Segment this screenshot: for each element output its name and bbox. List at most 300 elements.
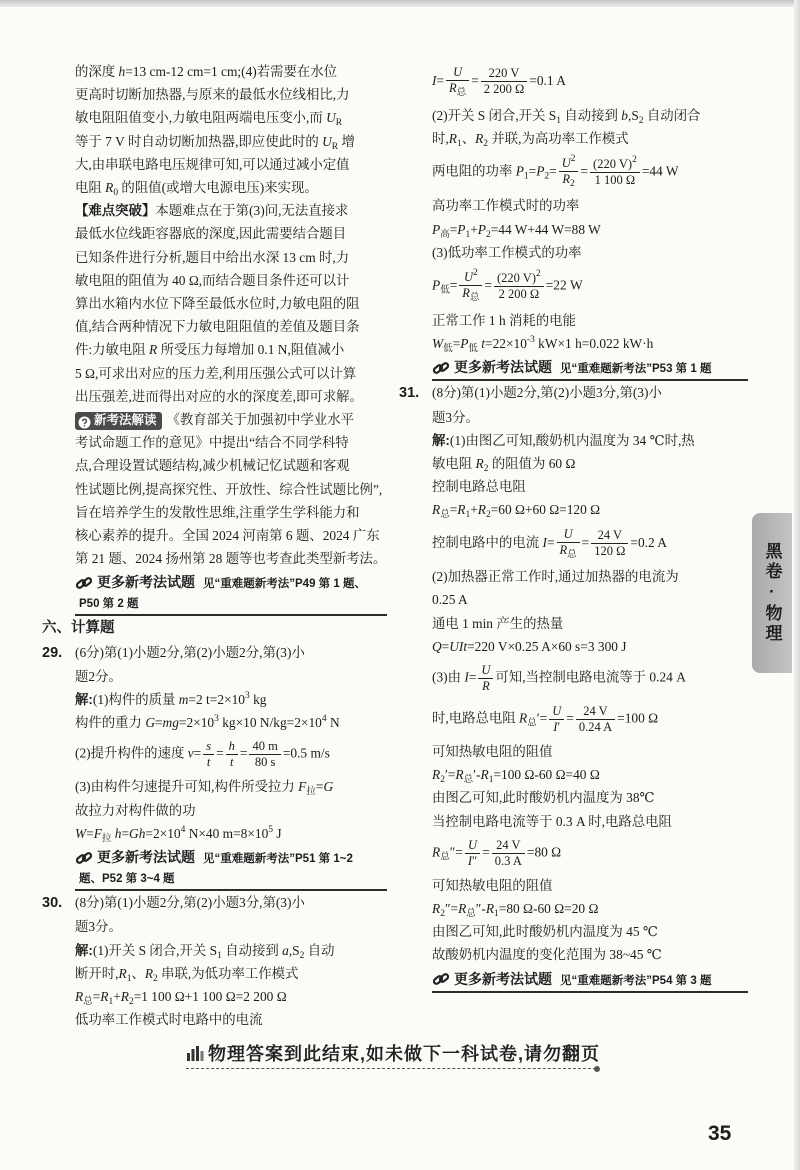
end-notice-text: 物理答案到此结束,如未做下一科试卷,请勿翻页 (208, 1044, 600, 1064)
more-reference: 见“重难题新考法”P49 第 1 题、 (203, 578, 366, 591)
text-run: J (273, 825, 282, 841)
fraction (590, 156, 640, 188)
fraction-denominator (459, 286, 482, 304)
fraction (203, 739, 214, 770)
text-run: = (580, 163, 589, 179)
text-run: 性试题比例,提高探究性、开放性、综合性试题比例”, (75, 481, 383, 497)
text-run: (3)由构件匀速提升可知,构件所受拉力 (75, 779, 299, 795)
text-run: ′= (444, 767, 456, 783)
fraction-denominator (494, 287, 544, 302)
variable: R (455, 767, 464, 783)
text-run: 0.25 A (432, 592, 468, 608)
variable: UIt (449, 638, 468, 654)
fraction (494, 270, 544, 302)
more-reference: 见“重难题新考法”P54 第 3 题 (560, 974, 712, 987)
fraction-denominator (203, 755, 214, 770)
text-run: ,S (627, 107, 639, 123)
subscript: 2 (299, 950, 305, 961)
subscript: 2 (544, 171, 550, 182)
subscript: 拉 (306, 787, 316, 798)
text-run: = (566, 710, 574, 726)
subscript: 2 (485, 229, 491, 240)
text-run: 第 21 题、2024 扬州第 28 题等也考查此类型新考法。 (75, 551, 387, 567)
more-title: 更多新考法试题 (97, 574, 195, 591)
text-run: 24 V (496, 837, 521, 852)
text-line (75, 292, 387, 315)
variable: R (482, 678, 490, 693)
text-line (75, 454, 387, 477)
subscript: 2 (128, 996, 134, 1007)
variable: G (145, 715, 155, 731)
text-run: = (449, 502, 458, 518)
fraction-numerator (465, 838, 480, 854)
text-run: 通电 1 min 产生的热量 (432, 615, 564, 631)
text-line (432, 635, 748, 658)
text-line (42, 641, 387, 665)
text-line (75, 199, 387, 222)
variable: I (467, 853, 473, 868)
variable: h (111, 825, 122, 841)
variable: P (515, 163, 524, 179)
text-run: = (449, 221, 458, 237)
text-run: = (449, 277, 458, 293)
fraction (465, 838, 480, 869)
text-run: 已知条件进行分析,题目中给出水深 13 cm 时,力 (75, 249, 350, 265)
variable: R (475, 130, 484, 146)
link-icon (432, 360, 450, 376)
text-run: (2)加热器正常工作时,通过加热器的电流为 (432, 569, 679, 585)
text-run: =100 Ω-60 Ω=40 Ω (493, 767, 600, 783)
text-run: (220 V) (593, 157, 633, 172)
text-run: 时, (432, 130, 449, 146)
text-run: 更高时切断加热器,与原来的最低水位线相比,力 (75, 87, 350, 103)
subscript: 1 (556, 115, 561, 126)
variable: U (322, 133, 332, 149)
subscript: R (335, 118, 343, 129)
text-line (432, 740, 748, 763)
more-row (432, 970, 748, 990)
variable: F (93, 825, 102, 841)
text-line (432, 429, 748, 452)
text-run: = (86, 825, 94, 841)
text-line (42, 891, 387, 915)
variable: P (477, 221, 486, 237)
fraction-denominator (465, 854, 480, 869)
fraction-numerator (557, 527, 580, 543)
subscript: 2 (638, 115, 644, 126)
fraction-numerator (446, 65, 469, 81)
variable: U (326, 110, 336, 126)
variable: U (561, 155, 571, 170)
text-run: ″ (472, 853, 478, 868)
variable: h (228, 739, 235, 754)
right-column (399, 60, 748, 993)
text-run: ′ (557, 719, 561, 734)
page-edge-top (0, 0, 800, 7)
text-run: (8分)第(1)小题2分,第(2)小题3分,第(3)小 (432, 385, 662, 401)
variable: R (432, 900, 441, 916)
text-run: =100 Ω (617, 710, 659, 726)
fraction-numerator (576, 704, 615, 720)
variable: t (477, 335, 486, 351)
variable: W (75, 825, 87, 841)
text-run: 的阻值(或增大电源电压)来实现。 (118, 180, 318, 196)
text-line (432, 498, 748, 521)
text-run: =2×10 (178, 715, 215, 731)
text-run: 由图乙可知,此时酸奶机内温度为 38℃ (432, 790, 655, 806)
text-line (75, 60, 387, 83)
text-run: =80 Ω (526, 844, 562, 860)
fraction-denominator (492, 854, 525, 869)
link-icon (75, 575, 93, 591)
more-row (75, 848, 387, 868)
text-run: = (581, 534, 590, 550)
text-run: 考试命题工作的意见》中提出“结合不同学科特 (75, 435, 349, 451)
text-run: =2 t=2×10 (188, 692, 245, 708)
text-run: 并联,为高功率工作模式 (488, 130, 629, 146)
subscript: 1 (108, 996, 114, 1007)
text-line (432, 588, 748, 611)
text-run: = (92, 988, 101, 1004)
text-run: (3)由 (432, 669, 465, 685)
text-line (75, 315, 387, 338)
variable: R (519, 710, 528, 726)
text-run: = (468, 669, 477, 685)
superscript: 2 (536, 269, 541, 280)
text-line (75, 711, 387, 734)
variable: R (105, 180, 114, 196)
page-edge-right (794, 0, 800, 1170)
text-line (75, 222, 387, 245)
text-line (75, 176, 387, 199)
text-line (75, 688, 387, 711)
text-run: = (549, 163, 557, 179)
text-line (432, 920, 748, 943)
text-line (75, 83, 387, 106)
superscript: 3 (214, 714, 219, 725)
text-line (75, 269, 387, 292)
text-run: + (113, 988, 121, 1004)
text-run: (1)由图乙可知,酸奶机内温度为 34 ℃时,热 (449, 432, 695, 448)
text-run: 80 s (254, 755, 276, 770)
variable: R (100, 988, 109, 1004)
variable: U (453, 65, 463, 79)
variable: G (323, 779, 334, 795)
variable: R (149, 342, 158, 358)
variable: a (282, 942, 289, 958)
text-run: 核心素养的提升。全国 2024 河南第 6 题、2024 广东 (75, 528, 380, 544)
text-line (75, 665, 387, 688)
text-line (432, 309, 748, 332)
text-run: =13 cm-12 cm=1 cm;(4)若需要在水位 (125, 64, 338, 79)
subscript: 1 (488, 775, 494, 786)
text-run: 等于 7 V 时自动切断加热器,即应使此时的 (75, 133, 323, 149)
text-run: 正常工作 1 h 消耗的电能 (432, 312, 576, 328)
text-line (75, 130, 387, 153)
more-row (75, 593, 387, 613)
text-run: (3)低功率工作模式的功率 (432, 244, 582, 260)
text-run: 40 m (252, 739, 278, 754)
text-line (432, 699, 748, 740)
text-run: = (216, 746, 224, 762)
fraction-numerator (203, 739, 214, 755)
text-line (432, 522, 748, 566)
fraction (557, 527, 580, 561)
fraction-numerator (591, 528, 628, 544)
text-run: 增 (338, 133, 355, 149)
more-row (75, 868, 387, 888)
text-line (75, 408, 387, 431)
text-run: 串联,为低功率工作模式 (157, 965, 299, 981)
text-run: 24 V (583, 703, 608, 718)
text-run: 120 Ω (594, 543, 626, 558)
text-run: =44 W (641, 163, 679, 179)
fraction (576, 704, 615, 735)
text-run: =22×10 (485, 335, 527, 351)
text-line (75, 153, 387, 176)
text-run: 可知热敏电阻的阻值 (432, 743, 553, 759)
text-line (432, 658, 748, 699)
variable: I (553, 719, 558, 734)
variable: P (457, 221, 466, 237)
subject-tab (752, 513, 792, 673)
text-run: 值,结合两种情况下力敏电阻阻值的差值及题目条 (75, 319, 360, 335)
text-line (399, 381, 748, 405)
variable: P (432, 277, 441, 293)
text-run: ″- (475, 900, 486, 916)
text-run: = (315, 779, 324, 795)
variable: s (206, 739, 212, 754)
text-run: (1)开关 S 闭合,开关 S (92, 942, 218, 958)
text-line (75, 524, 387, 547)
subscript: 低 (440, 285, 450, 296)
text-run: 2 200 Ω (483, 82, 525, 97)
text-line (432, 874, 748, 897)
question-number: 六、计算题 (42, 620, 115, 637)
subscript: 1 (523, 171, 529, 182)
fraction-numerator (590, 156, 640, 173)
variable: R (462, 286, 470, 301)
fraction-numerator (481, 66, 528, 82)
variable: R (432, 502, 441, 518)
fraction-denominator (576, 720, 615, 735)
fraction-denominator (226, 755, 238, 770)
text-run: 大,由串联电路电压规律可知,可以通过减小定值 (75, 156, 350, 172)
question-number: 30. (42, 895, 63, 912)
text-run: (1)构件的质量 (92, 692, 179, 708)
fraction (446, 65, 469, 99)
text-line (75, 915, 387, 938)
text-run: 敏电阻 (432, 456, 476, 472)
text-line (432, 150, 748, 195)
text-run: 5 Ω,可求出对应的压力差,利用压强公式可以计算 (75, 365, 357, 381)
variable: R (75, 988, 84, 1004)
text-line (42, 616, 387, 640)
text-run: (2)提升构件的速度 (75, 746, 188, 762)
text-line (75, 939, 387, 962)
text-run: 断开时, (75, 965, 119, 981)
text-line (75, 385, 387, 408)
text-run: (2)开关 S 闭合,开关 S (432, 107, 557, 123)
fraction-numerator (226, 739, 238, 755)
fraction (249, 739, 280, 770)
text-line (432, 332, 748, 355)
text-run: = (193, 746, 202, 762)
fraction-denominator (590, 173, 640, 188)
text-line (75, 822, 387, 845)
fraction-denominator (249, 755, 280, 770)
text-run: 自动接到 (221, 942, 283, 958)
text-line (75, 985, 387, 1008)
text-run: 220 V (488, 66, 520, 81)
text-line (432, 264, 748, 309)
text-line (75, 775, 387, 798)
left-column (42, 60, 387, 1031)
variable: t (206, 755, 211, 770)
variable: W (432, 335, 444, 351)
subscript: 总 (469, 293, 480, 304)
text-run: 控制电路总电阻 (432, 479, 526, 495)
text-line (75, 962, 387, 985)
text-line (75, 799, 387, 822)
variable: R (458, 900, 467, 916)
variable: b (621, 107, 628, 123)
text-run: =22 W (545, 277, 583, 293)
text-run: 所受压力每增加 0.1 N,阻值减小 (157, 342, 345, 358)
text-run: 故酸奶机内温度的变化范围为 38~45 ℃ (432, 947, 662, 963)
text-run: ,S (288, 942, 300, 958)
text-run: 敏电阻阻值变小,力敏电阻两端电压变小,而 (75, 110, 327, 126)
variable: P (536, 163, 545, 179)
fraction-numerator (249, 739, 280, 755)
fraction-numerator (549, 704, 564, 720)
text-run: 自动接到 (561, 107, 622, 123)
text-run: 题3分。 (75, 919, 122, 935)
text-line (75, 1008, 387, 1031)
fraction (549, 704, 564, 735)
variable: h (118, 64, 126, 79)
text-line (75, 246, 387, 269)
subscript: 总 (527, 718, 537, 729)
text-line (432, 104, 748, 127)
subscript: 拉 (101, 833, 112, 844)
superscript: 4 (180, 824, 186, 835)
text-line (75, 106, 387, 129)
text-run: 题2分。 (75, 668, 122, 684)
text-run: 旨在培养学生的发散性思维,注重学生学科能力和 (75, 504, 360, 520)
subscript: 2 (440, 908, 445, 919)
text-line (432, 194, 748, 217)
variable: P (460, 335, 469, 351)
more-reference: 见“重难题新考法”P53 第 1 题 (560, 362, 712, 375)
dashed-divider (186, 1068, 596, 1069)
link-icon (75, 850, 93, 866)
more-exercises-note (432, 358, 748, 382)
text-run: = (484, 277, 492, 293)
variable: R (562, 171, 571, 186)
subscript: 1 (465, 510, 471, 521)
subscript: 总 (463, 775, 474, 786)
fraction-denominator (478, 679, 493, 694)
subscript: 1 (456, 138, 462, 149)
text-line (75, 338, 387, 361)
text-run: = (239, 746, 248, 762)
variable: I (542, 534, 547, 550)
text-run: = (546, 534, 555, 550)
text-line (75, 547, 387, 570)
fraction (492, 838, 525, 869)
text-run: 由图乙可知,此时酸奶机内温度为 45 ℃ (432, 924, 658, 940)
text-run: kW×1 h=0.022 kW·h (534, 335, 654, 351)
fraction-denominator (446, 81, 469, 99)
text-run: 的阻值为 60 Ω (488, 456, 576, 472)
superscript: 2 (632, 155, 637, 166)
variable: U (563, 526, 573, 541)
text-line (432, 475, 748, 498)
fraction (559, 155, 579, 190)
text-line (75, 431, 387, 454)
bars-icon (186, 1044, 204, 1062)
text-line (432, 810, 748, 833)
fraction-denominator (549, 720, 564, 735)
text-run: ″= (449, 844, 463, 860)
text-run: 本题难点在于第(3)问,无法直接求 (155, 203, 349, 219)
text-run: =0.1 A (529, 72, 566, 88)
variable: R (118, 965, 127, 981)
variable: v (187, 746, 194, 762)
superscript: 3 (244, 691, 250, 702)
fraction (481, 66, 528, 97)
text-run: + (470, 502, 478, 518)
link-icon (432, 971, 450, 987)
subscript: 2 (485, 510, 491, 521)
variable: I (432, 72, 437, 88)
text-run: 《教育部关于加强初中学业水平 (166, 412, 354, 428)
variable: Q (432, 638, 442, 654)
text-run: + (470, 221, 478, 237)
subscript: 2 (570, 178, 575, 189)
text-run: 点,合理设置试题结构,减少机械记忆试题和客观 (75, 458, 350, 474)
fraction-numerator (492, 838, 525, 854)
text-run: 构件的重力 (75, 715, 146, 731)
variable: P (432, 221, 441, 237)
text-run: =220 V×0.25 A×60 s=3 300 J (467, 638, 627, 654)
text-run: N (326, 715, 340, 731)
lightbulb-icon (78, 414, 91, 427)
text-run: =80 Ω-60 Ω=20 Ω (498, 900, 599, 916)
text-line (432, 565, 748, 588)
bold-text: 【难点突破】 (75, 203, 156, 219)
text-line (432, 897, 748, 920)
bold-text: 解: (75, 692, 93, 708)
text-run: 、 (461, 130, 476, 146)
text-run: 件:力敏电阻 (75, 342, 150, 358)
fraction-numerator (478, 663, 493, 679)
fraction (591, 528, 628, 559)
variable: R (432, 767, 441, 783)
text-run: 时,电路总电阻 (432, 710, 520, 726)
more-exercises-note (75, 848, 387, 891)
variable: R (485, 900, 495, 916)
text-run: kg (249, 692, 267, 708)
subscript: 低 (443, 343, 453, 354)
text-run: 电阻 (75, 180, 106, 196)
variable: U (552, 703, 562, 718)
text-run: 故拉力对构件做的功 (75, 802, 196, 818)
text-run: 低功率工作模式时电路中的电流 (75, 1012, 263, 1028)
end-notice (186, 1040, 602, 1072)
subscript: 0 (113, 188, 119, 199)
